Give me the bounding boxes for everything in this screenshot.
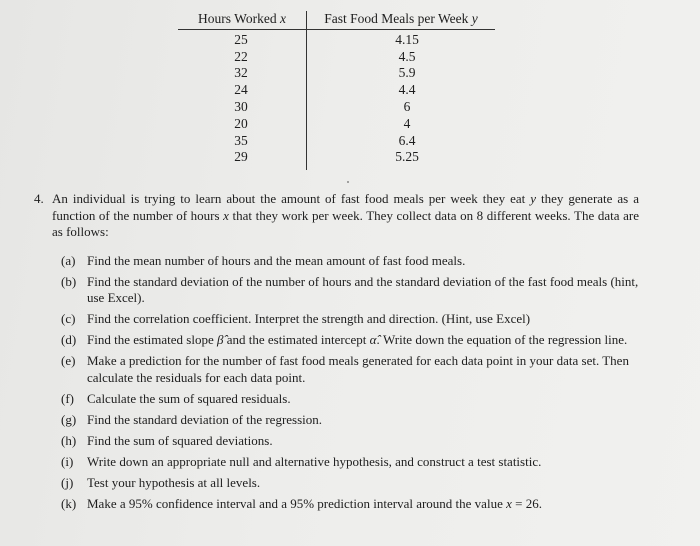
cell-meals: 4.15 (395, 31, 419, 47)
part-text: Make a prediction for the number of fast food meals generated for each data point in your data set. Then calculate the residuals for each data point. (87, 353, 629, 385)
part-label: (h) (61, 433, 77, 449)
problem-part (61, 433, 639, 450)
data-table (178, 11, 495, 170)
part-text: Find the mean number of hours and the mean amount of fast food meals. (87, 252, 466, 268)
problem-part (61, 496, 639, 513)
problem-intro (34, 191, 639, 241)
header-meals (307, 11, 496, 29)
part-label: (i) (61, 454, 74, 470)
table-row (178, 82, 495, 99)
part-text: Make a 95% confidence interval and a 95% prediction interval around the value x = 26. (87, 496, 542, 512)
cell-meals: 5.25 (395, 149, 419, 165)
part-text: Find the standard deviation of the number of hours and the standard deviation of the fast food meals (hint, use Excel). (87, 273, 639, 306)
cell-meals: 6 (403, 98, 411, 114)
table-row (178, 49, 495, 66)
cell-hours: 30 (178, 99, 307, 116)
part-text: Find the standard deviation of the regression. (87, 412, 323, 428)
cell-hours: 22 (178, 49, 307, 66)
table-row (178, 116, 495, 133)
part-label: (j) (61, 475, 74, 491)
cell-hours: 24 (178, 82, 307, 99)
problem-part (61, 274, 639, 307)
header-meals-var: y (471, 11, 478, 26)
part-text: Calculate the sum of squared residuals. (87, 390, 291, 406)
part-label: (b) (61, 273, 77, 289)
part-text: Find the estimated slope β̂ and the estimated intercept α̂. Write down the equation of the regression line. (87, 332, 628, 348)
header-hours-label: Hours Worked (198, 11, 277, 26)
table-body (178, 29, 495, 170)
cell-meals: 4.4 (398, 82, 416, 98)
part-text: Find the sum of squared deviations. (87, 433, 273, 449)
cell-hours: 29 (178, 149, 307, 170)
table-row (178, 149, 495, 170)
cell-hours: 32 (178, 65, 307, 82)
problem-part (61, 475, 639, 492)
part-text: Test your hypothesis at all levels. (87, 475, 261, 491)
header-hours-var: x (279, 11, 286, 26)
part-label: (f) (61, 390, 74, 406)
problem-intro-text: An individual is trying to learn about the amount of fast food meals per week they eat y they generate as a function of the number of hours x that they work per week. They collect data on 8 different weeks. The data are as follows: (52, 191, 639, 239)
table-row (178, 99, 495, 116)
problem-number: 4. (34, 191, 44, 206)
cell-hours: 25 (178, 29, 307, 48)
part-text: Write down an appropriate null and alternative hypothesis, and construct a test statistic. (87, 454, 542, 470)
cell-meals: 4 (403, 115, 411, 131)
part-label: (k) (61, 496, 77, 512)
cell-meals: 5.9 (398, 65, 416, 81)
part-label: (d) (61, 332, 77, 348)
speck (347, 181, 349, 183)
problem-part (61, 311, 639, 328)
header-hours (178, 11, 307, 29)
table-row (178, 29, 495, 48)
part-label: (e) (61, 353, 76, 369)
problem-part (61, 253, 639, 270)
problem (34, 191, 639, 518)
cell-meals: 4.5 (398, 48, 416, 64)
problem-part (61, 454, 639, 471)
problem-part (61, 391, 639, 408)
part-text: Find the correlation coefficient. Interpret the strength and direction. (Hint, use Excel) (87, 311, 531, 327)
part-label: (c) (61, 311, 76, 327)
problem-part (61, 332, 639, 349)
cell-hours: 20 (178, 116, 307, 133)
part-label: (g) (61, 412, 77, 428)
table-row (178, 133, 495, 150)
header-meals-label: Fast Food Meals per Week (324, 11, 469, 26)
table-header-row (178, 11, 495, 29)
table-row (178, 65, 495, 82)
problem-parts (34, 253, 639, 513)
cell-hours: 35 (178, 133, 307, 150)
part-label: (a) (61, 252, 76, 268)
problem-part (61, 353, 639, 386)
problem-part (61, 412, 639, 429)
cell-meals: 6.4 (398, 132, 416, 148)
